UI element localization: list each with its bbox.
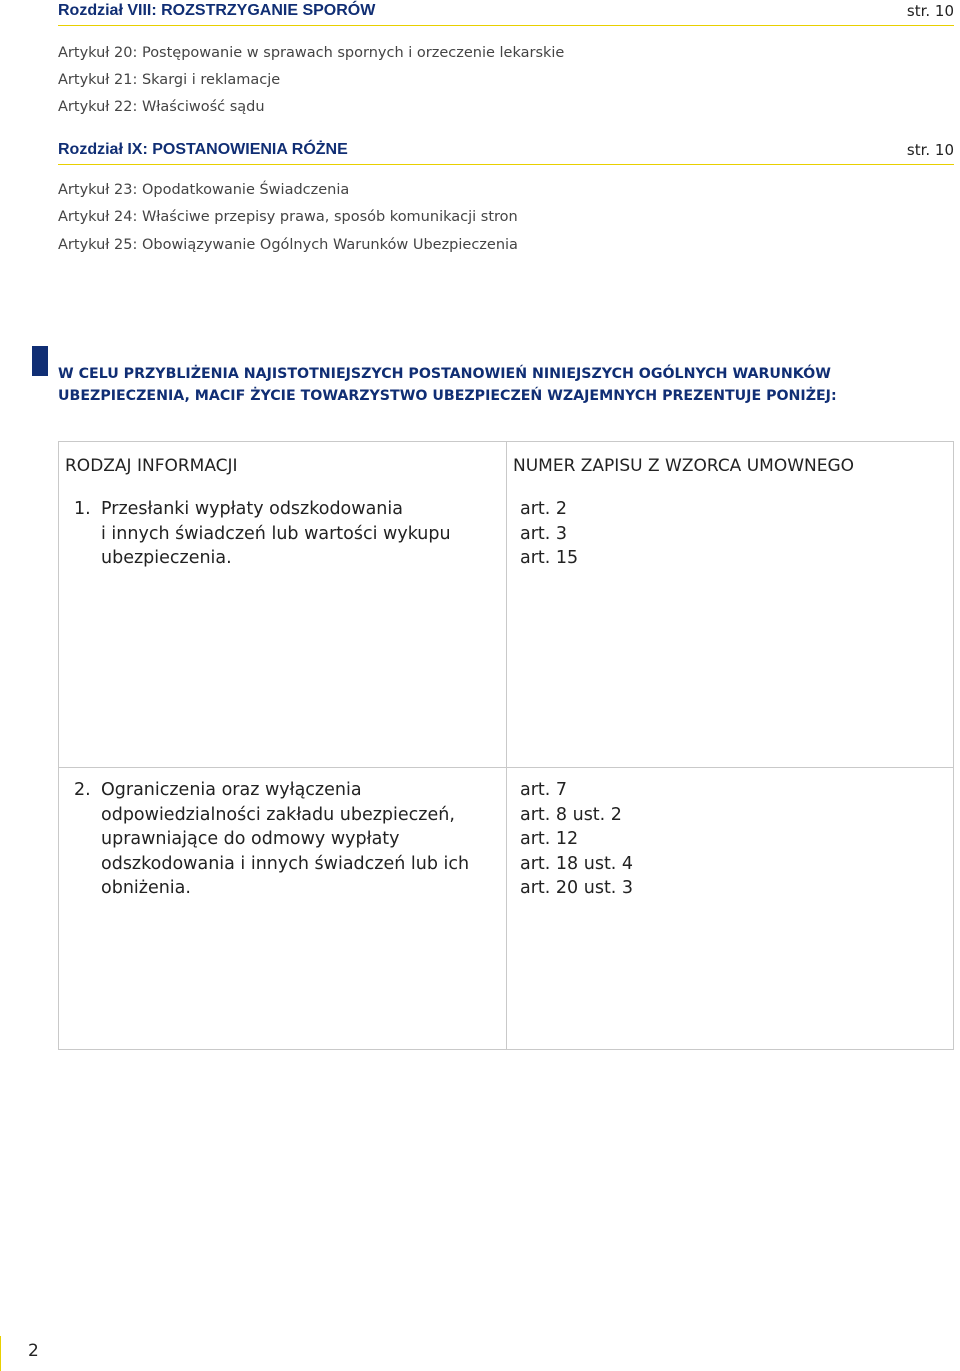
table-header-reference: NUMER ZAPISU Z WZORCA UMOWNEGO <box>513 456 855 476</box>
row-number: 2. <box>74 780 91 800</box>
description-line: ubezpieczenia. <box>101 548 232 568</box>
intro-line: UBEZPIECZENIA, MACIF ŻYCIE TOWARZYSTWO UBEZPIECZEŃ WZAJEMNYCH PREZENTUJE PONIŻEJ: <box>58 388 837 404</box>
article-reference: art. 3 <box>520 523 568 544</box>
section-marker <box>32 346 48 376</box>
description-line: odszkodowania i innych świadczeń lub ich <box>101 853 470 874</box>
chapter-8-underline <box>58 25 954 26</box>
article-reference: art. 12 <box>520 829 579 849</box>
description-line: obniżenia. <box>101 878 191 898</box>
description-line: Ograniczenia oraz wyłączenia <box>101 780 362 800</box>
table-row-1-description <box>74 497 494 577</box>
chapter-9-page: str. 10 <box>906 141 954 159</box>
intro-heading <box>58 363 938 407</box>
description-line: i innych świadczeń lub wartości wykupu <box>101 523 451 544</box>
chapter-8-row <box>58 0 954 26</box>
toc-article: Artykuł 22: Właściwość sądu <box>58 99 265 115</box>
table-row-divider <box>59 767 953 768</box>
description-line: Przesłanki wypłaty odszkodowania <box>101 499 403 519</box>
table-row-2-references <box>520 778 633 901</box>
table-column-divider <box>506 442 507 1049</box>
toc-article: Artykuł 23: Opodatkowanie Świadczenia <box>58 182 350 198</box>
page-number-rule <box>0 1336 1 1371</box>
toc-article: Artykuł 24: Właściwe przepisy prawa, sposób komunikacji stron <box>58 209 518 225</box>
chapter-9-title: Rozdział IX: POSTANOWIENIA RÓŻNE <box>58 141 348 158</box>
article-reference: art. 15 <box>520 548 579 568</box>
article-reference: art. 7 <box>520 780 568 800</box>
description-line: uprawniające do odmowy wypłaty <box>101 829 400 849</box>
toc-article: Artykuł 25: Obowiązywanie Ogólnych Warunków Ubezpieczenia <box>58 237 518 253</box>
info-table <box>58 441 954 1050</box>
article-reference: art. 18 ust. 4 <box>520 853 634 874</box>
chapter-8-title: Rozdział VIII: ROZSTRZYGANIE SPORÓW <box>58 2 376 19</box>
table-row-2-description <box>74 778 494 908</box>
toc-article: Artykuł 20: Postępowanie w sprawach spornych i orzeczenie lekarskie <box>58 45 565 61</box>
chapter-9-underline <box>58 164 954 165</box>
table-row-1-references <box>520 497 578 571</box>
intro-line: W CELU PRZYBLIŻENIA NAJISTOTNIEJSZYCH POSTANOWIEŃ NINIEJSZYCH OGÓLNYCH WARUNKÓW <box>58 366 831 382</box>
page-number: 2 <box>28 1341 39 1361</box>
article-reference: art. 2 <box>520 499 568 519</box>
article-reference: art. 20 ust. 3 <box>520 878 634 898</box>
row-number: 1. <box>74 499 91 519</box>
description-line: odpowiedzialności zakładu ubezpieczeń, <box>101 804 455 825</box>
article-reference: art. 8 ust. 2 <box>520 804 622 825</box>
table-header-info-type: RODZAJ INFORMACJI <box>65 456 238 476</box>
toc-article: Artykuł 21: Skargi i reklamacje <box>58 72 281 88</box>
chapter-8-page: str. 10 <box>906 2 954 20</box>
chapter-9-row <box>58 139 954 165</box>
